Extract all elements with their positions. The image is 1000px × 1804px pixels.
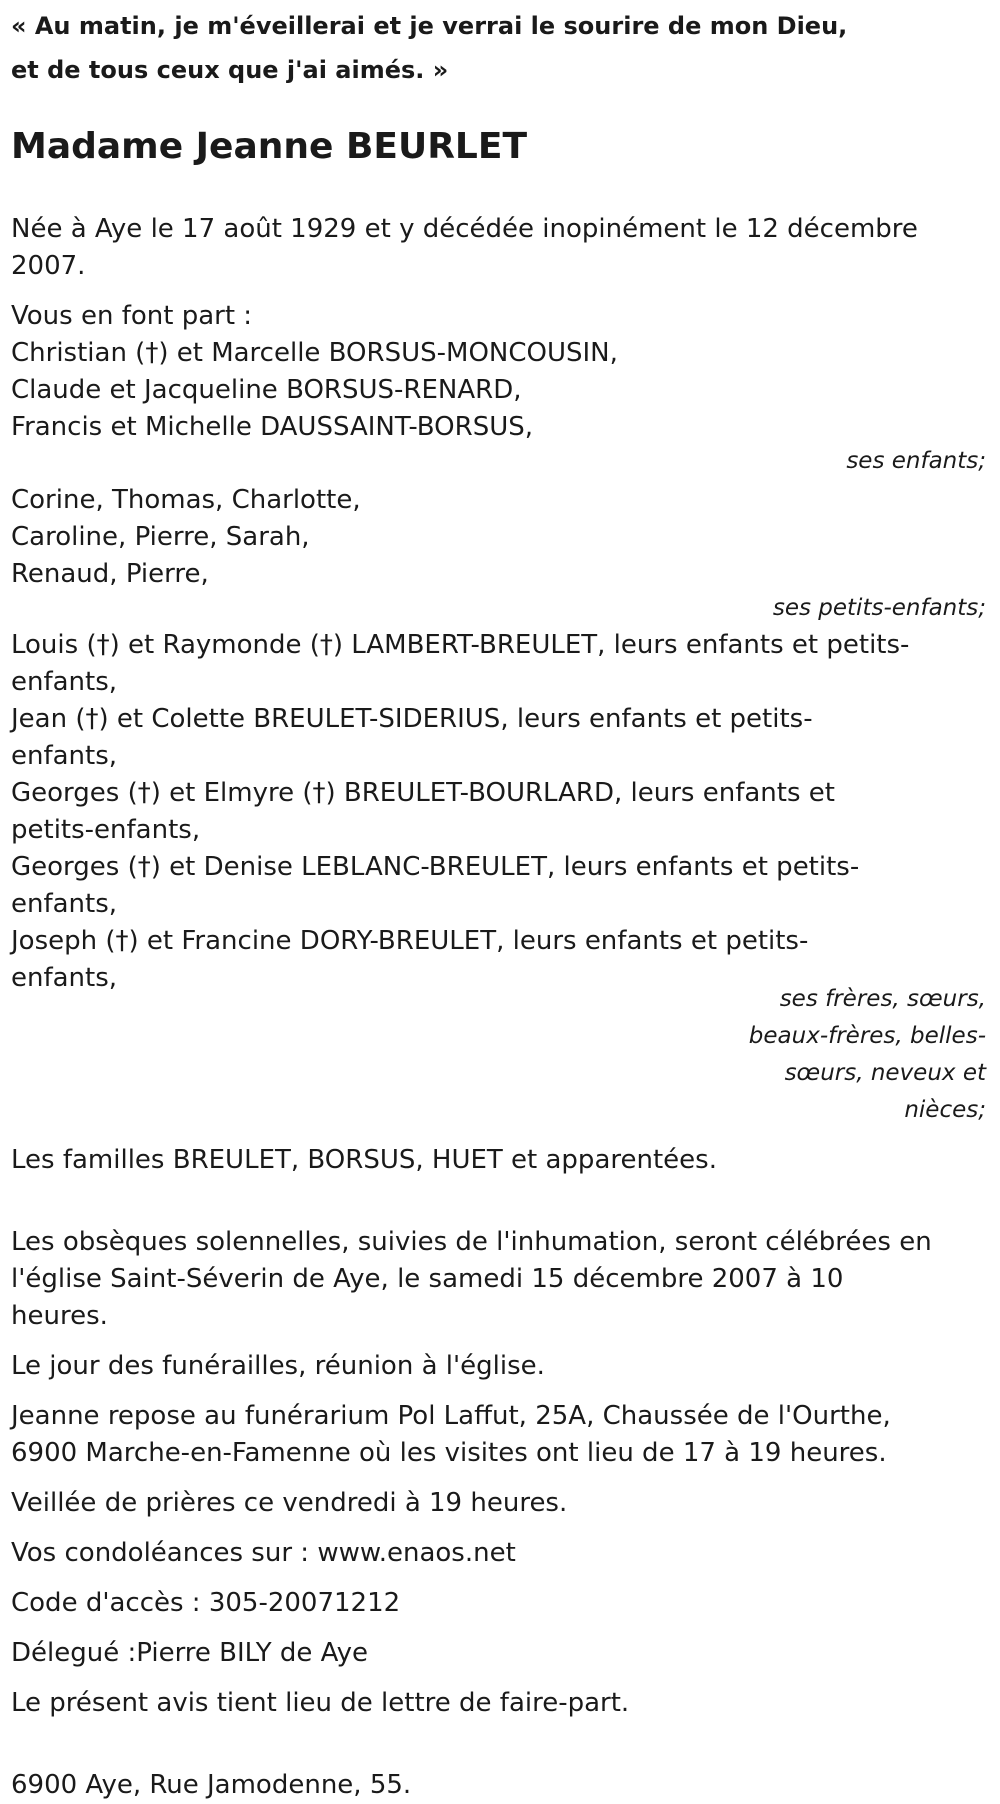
funerarium-details: Jeanne repose au funérarium Pol Laffut, 25A, Chaussée de l'Ourthe, 6900 Marche-en-Famenne où les visites ont lieu de 17 à 19 heures.	[11, 1401, 891, 1468]
families-line: Les familles BREULET, BORSUS, HUET et apparentées.	[11, 1145, 717, 1175]
sibling-line: Joseph (†) et Francine DORY-BREULET, leurs enfants et petits-enfants,	[11, 926, 809, 993]
notice-line: Le présent avis tient lieu de lettre de faire-part.	[11, 1688, 630, 1718]
access-code-line: Code d'accès : 305-20071212	[11, 1588, 401, 1618]
grandchild-line: Caroline, Pierre, Sarah,	[11, 522, 310, 552]
condolences-line: Vos condoléances sur : www.enaos.net	[11, 1538, 516, 1568]
sibling-line: Jean (†) et Colette BREULET-SIDERIUS, leurs enfants et petits-enfants,	[11, 704, 813, 771]
grandchildren-role: ses petits-enfants;	[772, 595, 986, 621]
sibling-line: Louis (†) et Raymonde (†) LAMBERT-BREULET, leurs enfants et petits-enfants,	[11, 630, 910, 697]
grandchild-line: Renaud, Pierre,	[11, 559, 209, 589]
quote-line-1: « Au matin, je m'éveillerai et je verrai le sourire de mon Dieu,	[11, 12, 848, 40]
announce-label: Vous en font part :	[11, 301, 253, 331]
child-line: Claude et Jacqueline BORSUS-RENARD,	[11, 375, 522, 405]
siblings-section	[11, 627, 911, 997]
grandchild-line: Corine, Thomas, Charlotte,	[11, 485, 361, 515]
quote-line-2: et de tous ceux que j'ai aimés. »	[11, 56, 449, 84]
sibling-line: Georges (†) et Denise LEBLANC-BREULET, leurs enfants et petits-enfants,	[11, 852, 860, 919]
child-line: Christian (†) et Marcelle BORSUS-MONCOUSIN,	[11, 338, 618, 368]
siblings-role-wrap	[11, 981, 986, 1129]
home-address: 6900 Aye, Rue Jamodenne, 55.	[11, 1770, 412, 1800]
siblings-role: ses frères, sœurs, beaux-frères, belles-sœurs, neveux et nièces;	[748, 986, 986, 1123]
announcers-section	[11, 298, 1000, 476]
sibling-line: Georges (†) et Elmyre (†) BREULET-BOURLARD, leurs enfants et petits-enfants,	[11, 778, 835, 845]
grandchildren-section	[11, 482, 1000, 623]
funeral-details: Les obsèques solennelles, suivies de l'inhumation, seront célébrées en l'église Saint-Séverin de Aye, le samedi 15 décembre 2007 à 10 heures.	[11, 1227, 932, 1331]
meeting-details: Le jour des funérailles, réunion à l'église.	[11, 1351, 545, 1381]
children-role: ses enfants;	[846, 448, 986, 474]
delegate-line: Délegué :Pierre BILY de Aye	[11, 1638, 369, 1668]
epigraph-quote	[11, 0, 911, 92]
vigil-details: Veillée de prières ce vendredi à 19 heures.	[11, 1488, 568, 1518]
child-line: Francis et Michelle DAUSSAINT-BORSUS,	[11, 412, 534, 442]
deceased-name: Madame Jeanne BEURLET	[11, 126, 528, 167]
birth-death-statement: Née à Aye le 17 août 1929 et y décédée inopinément le 12 décembre 2007.	[11, 214, 918, 281]
